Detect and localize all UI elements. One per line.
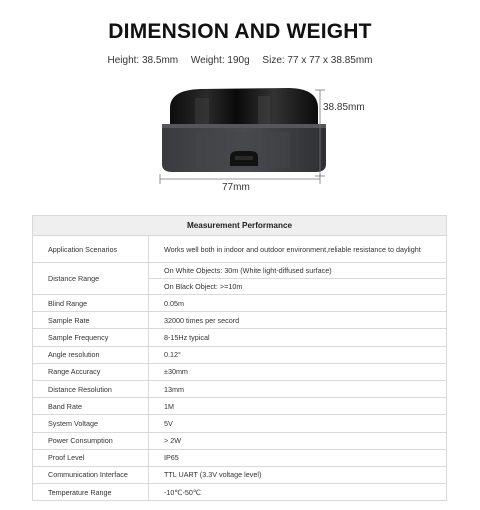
row-value: On White Objects: 30m (White light-diffused surface) [149,263,447,279]
weight-spec: Weight: 190g [190,55,250,66]
performance-table [32,215,447,501]
row-value: IP65 [149,449,447,466]
table-row [33,449,447,466]
row-label: Sample Frequency [33,329,149,346]
product-dimension-diagram [140,80,400,200]
table-row [33,236,447,263]
row-value: Works well both in indoor and outdoor environment,reliable resistance to daylight [149,236,447,263]
cap-highlight [195,98,209,124]
base-top-edge [162,124,326,128]
height-dimension-label: 38.85mm [323,102,365,113]
row-label: Band Rate [33,398,149,415]
spec-summary [0,55,480,66]
row-label: Application Scenarios [33,236,149,263]
table-row [33,380,447,397]
row-value: On Black Object: >=10m [149,279,447,295]
row-value: 1M [149,398,447,415]
row-label: Range Accuracy [33,363,149,380]
row-value: 5V [149,415,447,432]
row-value: 13mm [149,380,447,397]
width-dimension-label: 77mm [222,182,250,193]
table-row [33,398,447,415]
row-value: 0.12° [149,346,447,363]
table-heading: Measurement Performance [33,216,447,236]
row-label: Angle resolution [33,346,149,363]
table-row [33,263,447,279]
table-row [33,432,447,449]
table-row [33,295,447,312]
row-value: ±30mm [149,363,447,380]
table-row [33,415,447,432]
height-spec: Height: 38.5mm [107,55,179,66]
table-row [33,346,447,363]
table-header-row [33,216,447,236]
cap-highlight [258,96,270,124]
row-value: -10℃-50℃ [149,484,447,501]
page-title: DIMENSION AND WEIGHT [108,20,372,43]
table-row [33,312,447,329]
row-label: Temperature Range [33,484,149,501]
connector-pins [235,156,253,160]
table-row [33,329,447,346]
row-label: System Voltage [33,415,149,432]
row-label: Power Consumption [33,432,149,449]
row-label: Sample Rate [33,312,149,329]
row-label: Distance Resolution [33,380,149,397]
row-value: 32000 times per secord [149,312,447,329]
row-value: 8-15Hz typical [149,329,447,346]
row-label: Distance Range [33,263,149,295]
row-value: TTL UART (3.3V voltage level) [149,466,447,483]
row-label: Blind Range [33,295,149,312]
row-label: Proof Level [33,449,149,466]
table-row [33,484,447,501]
lidar-cap [170,88,318,124]
table-row [33,363,447,380]
table-row [33,466,447,483]
row-value: 0.05m [149,295,447,312]
size-spec: Size: 77 x 77 x 38.85mm [262,55,373,66]
row-value: > 2W [149,432,447,449]
row-label: Communication Interface [33,466,149,483]
